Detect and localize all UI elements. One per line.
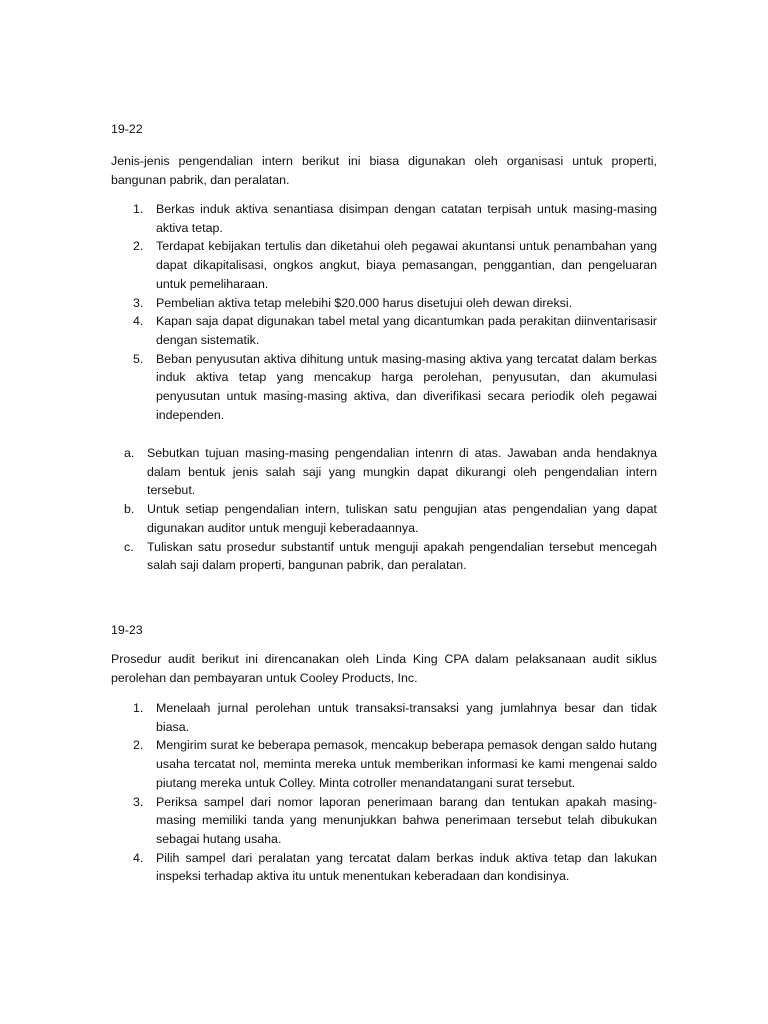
procedure-marker: 4. [133, 850, 144, 865]
procedure-marker: 1. [133, 701, 144, 715]
procedure-text: Menelaah jurnal perolehan untuk transaksi-transaksi yang jumlahnya besar dan tidak biasa. [156, 701, 657, 734]
control-item-3 [133, 294, 657, 313]
problem-number-19-22: 19-22 [111, 122, 143, 136]
question-marker: c. [124, 539, 134, 554]
procedure-item-1 [133, 699, 657, 736]
control-list [133, 200, 657, 424]
question-text: Sebutkan tujuan masing-masing pengendalian intenrn di atas. Jawaban anda hendaknya dalam bentuk jenis salah saji yang mungkin dapat dikurangi oleh pengendalian intern tersebut. [147, 446, 657, 498]
question-item-a [124, 444, 657, 500]
procedure-item-2 [133, 736, 657, 792]
control-marker: 3. [133, 295, 144, 310]
control-marker: 5. [133, 351, 144, 366]
problem-number-19-23: 19-23 [111, 623, 143, 637]
problem-19-22-intro: Jenis-jenis pengendalian intern berikut ini biasa digunakan oleh organisasi untuk properti, bangunan pabrik, dan peralatan. [111, 154, 657, 187]
procedure-text: Periksa sampel dari nomor laporan penerimaan barang dan tentukan apakah masing-masing memiliki tanda yang menunjukkan bahwa penerimaan tersebut telah dibukukan sebagai hutang usaha. [156, 794, 657, 846]
question-text: Tuliskan satu prosedur substantif untuk menguji apakah pengendalian tersebut mencegah salah saji dalam properti, bangunan pabrik, dan peralatan. [147, 539, 657, 573]
control-text: Kapan saja dapat digunakan tabel metal yang dicantumkan pada perakitan diinventarisasir dengan sistematik. [156, 314, 657, 347]
question-item-b [124, 500, 657, 537]
control-text: Pembelian aktiva tetap melebihi $20.000 harus disetujui oleh dewan direksi. [156, 295, 573, 310]
question-marker: b. [124, 502, 135, 517]
problem-19-23-intro: Prosedur audit berikut ini direncanakan oleh Linda King CPA dalam pelaksanaan audit siklus perolehan dan pembayaran untuk Cooley Products, Inc. [111, 652, 657, 685]
procedure-text: Pilih sampel dari peralatan yang tercatat dalam berkas induk aktiva tetap dan lakukan inspeksi terhadap aktiva itu untuk menentukan keberadaan dan kondisinya. [156, 850, 657, 884]
question-item-c [124, 538, 657, 575]
procedure-marker: 3. [133, 794, 144, 809]
procedure-text: Mengirim surat ke beberapa pemasok, mencakup beberapa pemasok dengan saldo hutang usaha tercatat nol, meminta mereka untuk memberikan informasi ke kami mengenai saldo piutang mereka untuk Colley. Minta cotroller menandatangani surat tersebut. [156, 738, 657, 790]
control-marker: 4. [133, 314, 144, 329]
control-text: Berkas induk aktiva senantiasa disimpan dengan catatan terpisah untuk masing-masing aktiva tetap. [156, 202, 657, 235]
control-text: Terdapat kebijakan tertulis dan diketahui oleh pegawai akuntansi untuk penambahan yang dapat dikapitalisasi, ongkos angkut, biaya pemasangan, penggantian, dan pengeluaran untuk pemeliharaan. [156, 239, 657, 291]
procedure-list [133, 699, 657, 886]
control-text: Beban penyusutan aktiva dihitung untuk masing-masing aktiva yang tercatat dalam berkas induk aktiva tetap yang mencakup harga perolehan, penyusutan, dan akumulasi penyusutan untuk masing-masing aktiva, dan diverifikasi secara periodik oleh pegawai independen. [156, 351, 657, 422]
procedure-item-3 [133, 793, 657, 849]
control-item-1 [133, 200, 657, 237]
control-item-2 [133, 237, 657, 293]
question-text: Untuk setiap pengendalian intern, tuliskan satu pengujian atas pengendalian yang dapat digunakan auditor untuk menguji keberadaannya. [147, 502, 657, 535]
control-item-4 [133, 312, 657, 349]
procedure-marker: 2. [133, 738, 144, 753]
control-item-5 [133, 350, 657, 425]
procedure-item-4 [133, 849, 657, 886]
control-marker: 1. [133, 202, 144, 216]
question-list [124, 444, 657, 575]
control-marker: 2. [133, 239, 144, 254]
question-marker: a. [124, 446, 135, 460]
